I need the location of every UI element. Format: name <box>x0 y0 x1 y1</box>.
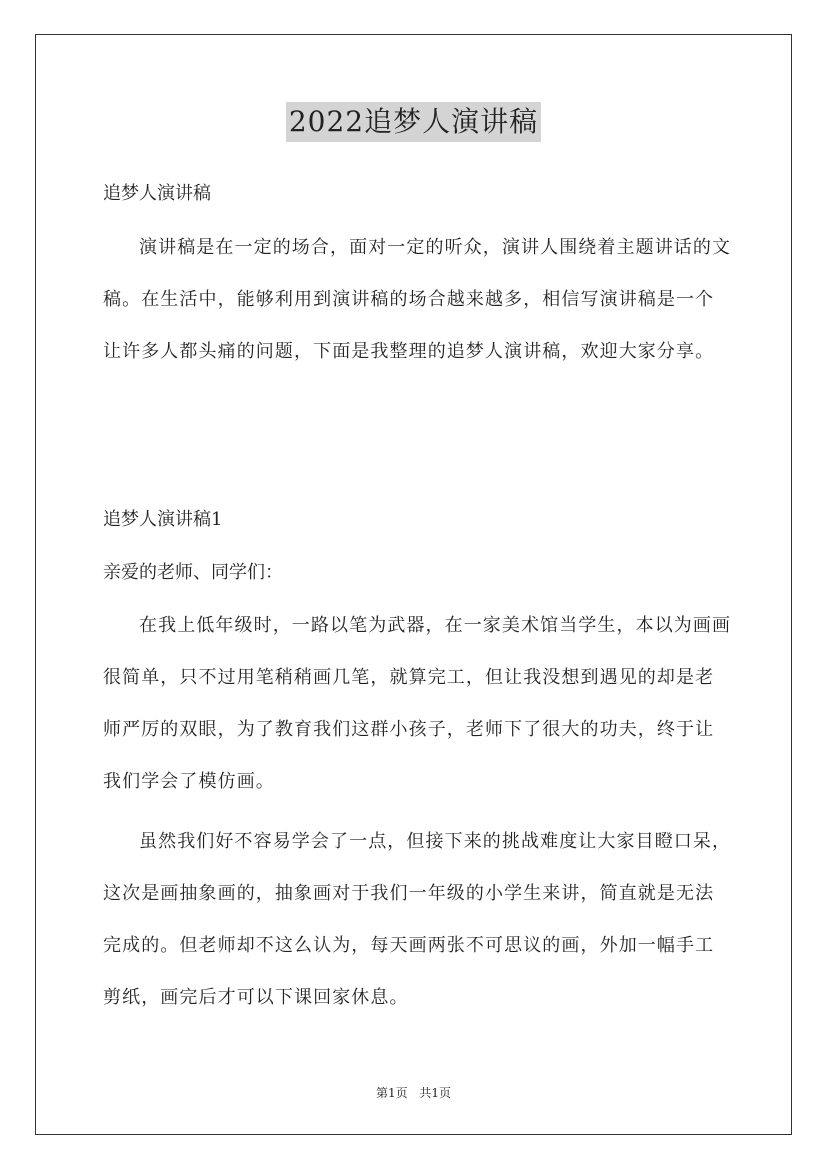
intro-paragraph: 演讲稿是在一定的场合，面对一定的听众，演讲人围绕着主题讲话的文稿。在生活中，能够利用到演讲稿的场合越来越多，相信写演讲稿是一个让许多人都头痛的问题，下面是我整理的追梦人演讲稿，欢迎大家分享。 <box>103 237 732 362</box>
document-title: 2022追梦人演讲稿 <box>286 102 541 142</box>
document-title-wrap <box>0 102 827 142</box>
page-footer <box>0 1084 827 1101</box>
page-number: 第1页 <box>375 1086 408 1100</box>
speech-heading: 追梦人演讲稿1 <box>103 509 223 530</box>
body-paragraph-1: 在我上低年级时，一路以笔为武器，在一家美术馆当学生，本以为画画很简单，只不过用笔稍稍画几笔，就算完工，但让我没想到遇见的却是老师严厉的双眼，为了教育我们这群小孩子，老师下了很大的功夫，终于让我们学会了模仿画。 <box>103 615 732 792</box>
body-paragraph-2: 虽然我们好不容易学会了一点，但接下来的挑战难度让大家目瞪口呆，这次是画抽象画的，抽象画对于我们一年级的小学生来讲，简直就是无法完成的。但老师却不这么认为，每天画两张不可思议的画，外加一幅手工剪纸，画完后才可以下课回家休息。 <box>103 831 732 1008</box>
greeting-line: 亲爱的老师、同学们： <box>103 562 283 583</box>
section-heading: 追梦人演讲稿 <box>103 183 211 204</box>
page-total: 共1页 <box>419 1086 452 1100</box>
